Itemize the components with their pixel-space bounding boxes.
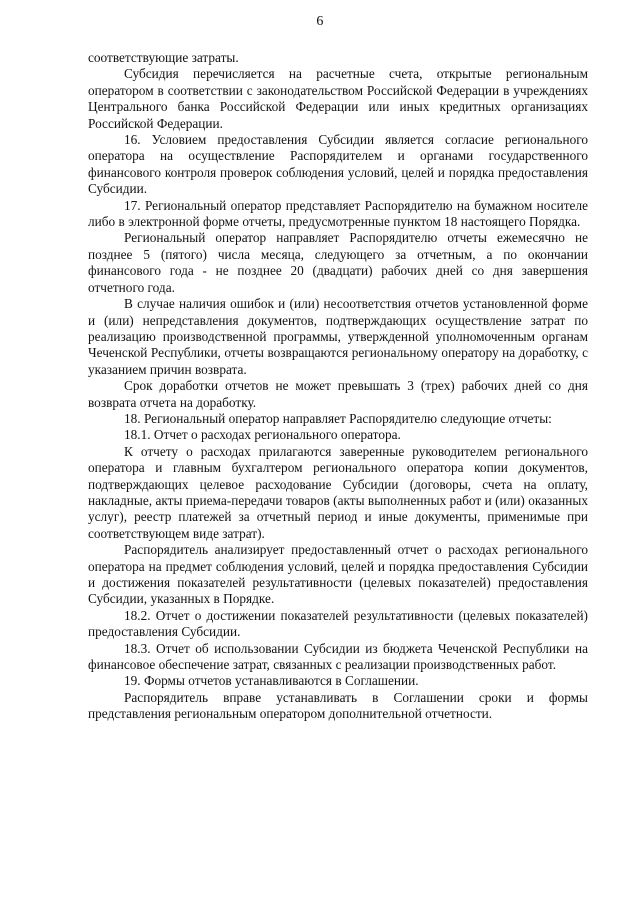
paragraph: 18. Региональный оператор направляет Распорядителю следующие отчеты: bbox=[124, 410, 552, 426]
paragraph: 19. Формы отчетов устанавливаются в Соглашении. bbox=[124, 673, 419, 689]
paragraph: 18.2. Отчет о достижении показателей результативности (целевых показателей) предоставления Субсидии. bbox=[88, 607, 588, 640]
paragraph: 16. Условием предоставления Субсидии является согласие регионального оператора на осуществление Распорядителем и органами государственного финансового контроля проверок соблюдения условий, целей и порядка предоставления Субсидии. bbox=[88, 132, 588, 197]
paragraph: В случае наличия ошибок и (или) несоответствия отчетов установленной форме и (или) непредставления документов, подтверждающих осуществление затрат по реализацию производственной программы, утвержденной уполномоченным органам Чеченской Республики, отчеты возвращаются региональному оператору на доработку, с указанием причин возврата. bbox=[88, 296, 588, 377]
paragraph: К отчету о расходах прилагаются заверенные руководителем регионального оператора и главным бухгалтером регионального оператора копии документов, подтверждающих целевое расходование Субсидии (договоры, счета на оплату, накладные, акты приема-передачи товаров (акты выполненных работ и (или) оказанных услуг), реестр платежей за отчетный период и иные документы, применимые при соответствующем виде затрат). bbox=[88, 443, 588, 541]
paragraph: 18.1. Отчет о расходах регионального оператора. bbox=[124, 427, 401, 443]
paragraph: Распорядитель анализирует предоставленный отчет о расходах регионального оператора на предмет соблюдения условий, целей и порядка предоставления Субсидии и достижения показателей результативности (целевых показателей) предоставления Субсидии, указанных в Порядке. bbox=[88, 542, 588, 607]
paragraph: Срок доработки отчетов не может превышать 3 (трех) рабочих дней со дня возврата отчета на доработку. bbox=[88, 378, 588, 410]
page-number: 6 bbox=[316, 14, 324, 29]
paragraph: Региональный оператор направляет Распорядителю отчеты ежемесячно не позднее 5 (пятого) числа месяца, следующего за отчетным, а по окончании финансового года - не позднее 20 (двадцати) рабочих дней со дня завершения отчетного года. bbox=[88, 230, 588, 295]
document-body bbox=[88, 50, 588, 723]
paragraph: Субсидия перечисляется на расчетные счета, открытые региональным оператором в соответствии с законодательством Российской Федерации в учреждениях Центрального банка Российской Федерации или иных кредитных организациях Российской Федерации. bbox=[88, 66, 588, 131]
paragraph: соответствующие затраты. bbox=[88, 50, 239, 65]
paragraph: Распорядитель вправе устанавливать в Соглашении сроки и формы представления региональным оператором дополнительной отчетности. bbox=[88, 689, 588, 722]
paragraph: 18.3. Отчет об использовании Субсидии из бюджета Чеченской Республики на финансовое обеспечение затрат, связанных с реализации производственных работ. bbox=[88, 640, 588, 673]
paragraph: 17. Региональный оператор представляет Распорядителю на бумажном носителе либо в электронной форме отчеты, предусмотренные пунктом 18 настоящего Порядка. bbox=[88, 197, 588, 230]
